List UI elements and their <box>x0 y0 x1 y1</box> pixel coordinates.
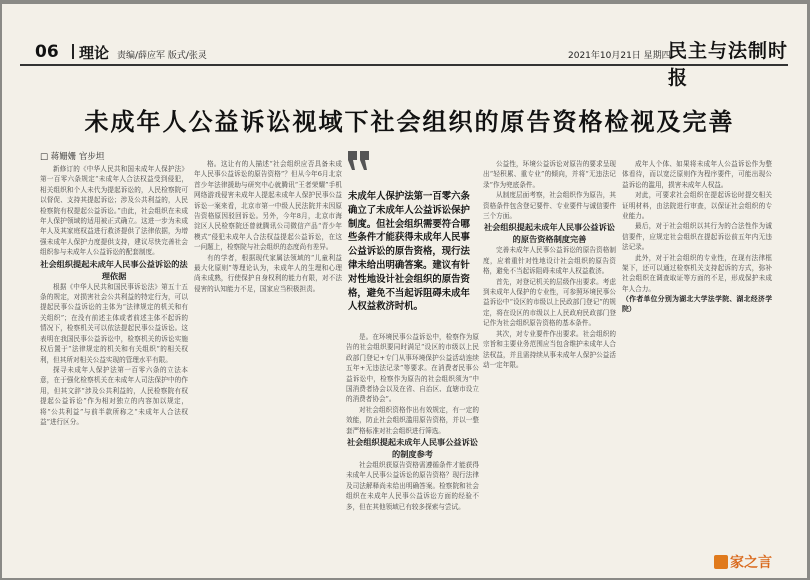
column-logo <box>714 552 772 572</box>
author-affiliation: （作者单位分别为湖北大学法学院、湖北经济学院） <box>622 295 772 314</box>
logo-mark-icon <box>714 555 728 569</box>
article-column-3 <box>346 332 479 572</box>
paragraph: 完善未成年人民事公益诉讼的原告资格制度，应着重针对性地设计社会组织的原告资格，避免不当起诉阻碍未成年人权益救济。 <box>483 246 616 276</box>
paragraph: 对社会组织资格作出有效规定，有一定的效能，防止社会组织滥用原告资格，并以一整套严格标准对社会组织进行筛选。 <box>346 405 479 435</box>
paragraph: 成年人个体、如果将未成年人公益诉讼作为整体看待，而以宽泛原则作为程序要件，可能出现公益诉讼的滥用，损害未成年人权益。 <box>622 160 772 189</box>
paragraph: 是。在环境民事公益诉讼中，检察作为原告的社会组织要同时满足“设区的市级以上民政部门登记+专门从事环境保护公益活动连续五年+无违法记录”等要求。在消费者民事公益诉讼中，检察作为原告的社会组织须为“中国消费者协会以及在省、自治区、直辖市设立的消费者协会”。 <box>346 333 479 404</box>
paragraph: 社会组织获原告资格需遵循条件才能获得未成年人民事公益诉讼的原告资格？现行法律及司法解释尚未给出明确答案。检察院和社会组织在未成年人民事公益诉讼方面的经验不多，但在其他领域已有较多探索与尝试。 <box>346 461 479 511</box>
paragraph: 探寻未成年人保护法第一百零六条的立法本意，在于强化检察机关在未成年人司法保护中的作用，但其文辞“涉及公共利益的，人民检察院有权提起公益诉讼”作为相对独立的内容加以规定，将“公共利益”与前半款所称之“未成年人合法权益”进行区分。 <box>40 365 188 426</box>
paragraph: 格。这让有的人描述“社会组织应否具备未成年人民事公益诉讼的原告资格”？但从今年6月北京首少年法律援助与研究中心就腾讯“王者荣耀”手机网络游戏侵害未成年人提起未成年人保护民事公益诉讼一案来看，北京市第一中级人民法院并未因原告资格原因驳回诉讼。另外，今年8月，北京市海淀区人民检察院还曾就腾讯公司微信产品“青少年模式”侵犯未成年人合法权益提起公益诉讼，在这一问题上，检察院与社会组织的态度尚有差异。 <box>194 160 342 252</box>
article-headline: 未成年人公益诉讼视域下社会组织的原告资格检视及完善 <box>84 107 735 136</box>
paragraph: 根据《中华人民共和国民事诉讼法》第五十五条的规定，对损害社会公共利益的特定行为，可以提起民事公益诉讼的主体为“法律规定的机关和有关组织”；在没有前述主体或者前述主体不起诉的情况下，检察机关可以依法提起民事公益诉讼。这表明在我国民事公益诉讼中，检察机关的诉讼实施权后置于“法律规定的机关和有关组织”的相关权利，但其所对相关公益实现的管理水平有限。 <box>40 282 188 364</box>
paragraph: 其次，对专业要件作出要求。社会组织的宗旨和主要业务范围应当包含维护未成年人合法权益，并且需持续从事未成年人保护公益活动一定年限。 <box>483 329 616 369</box>
paragraph: 从制度层面考察，社会组织作为原告，其资格条件包含登记要件、专业要件与诚信要件三个方面。 <box>483 191 616 221</box>
newspaper-brand: 民主与法制时报 <box>668 40 789 89</box>
article-column-2 <box>194 159 342 424</box>
pull-quote: 未成年人保护法第一百零六条确立了未成年人公益诉讼保护制度。但社会组织需要符合哪些条件才能获得未成年人民事公益诉讼的原告资格，现行法律未给出明确答案。建议有针对性地设计社会组织的原告资格，避免不当起诉阻碍未成年人权益救济时机。 <box>348 191 470 313</box>
section-name: 理论 <box>79 44 110 62</box>
subheading-2: 社会组织提起未成年人民事公益诉讼的制度参考 <box>346 437 478 460</box>
logo-text: 家之言 <box>730 555 772 571</box>
article-byline: □ 蒋姗姗 官步坦 <box>40 152 105 162</box>
paragraph: 新修订的《中华人民共和国未成年人保护法》第一百零六条规定“未成年人合法权益受到侵犯，相关组织和个人未代为提起诉讼的，人民检察院可以督促、支持其提起诉讼；涉及公共利益的，人民检察院有权提起公益诉讼。”由此，社会组织在未成年人保护领域的适用被正式确立。这进一步为未成年人及其家庭权益进行救济提供了法律依据，为增强未成年人保护力度提供支持，建议尽快完善社会组织参与未成年人公益诉讼的配套制度。 <box>40 165 188 257</box>
subheading-3: 社会组织提起未成年人民事公益诉讼的原告资格制度完善 <box>483 222 615 245</box>
newspaper-page <box>2 4 807 578</box>
issue-date: 2021年10月21日 星期四 <box>568 51 671 61</box>
header-divider <box>72 44 74 59</box>
paragraph: 此外，对于社会组织的专业性，在现有法律框架下，还可以通过检察机关支持起诉的方式，弥补社会组织在调查取证等方面的不足，形成保护未成年人合力。 <box>622 253 772 293</box>
paragraph: 首先，对登记机关的层级作出要求。考虑到未成年人保护的专业性，可参照环境民事公益诉讼中“设区的市级以上民政部门登记”的规定，将在设区的市级以上人民政府民政部门登记作为社会组织原告资格的基本条件。 <box>483 277 616 328</box>
paragraph: 最后，对于社会组织以其行为的合法性作为诚信要件，应规定社会组织在提起诉讼前五年内无违法记录。 <box>622 222 772 252</box>
paragraph: 对此，可要求社会组织在提起诉讼时提交相关证明材料，由法院进行审查，以保证社会组织的专业能力。 <box>622 191 772 221</box>
paragraph: 公益性，环境公益诉讼对原告的要求呈现出“轻积累、重专业”的倾向，并将“无违法记录”作为兜底条件。 <box>483 160 616 189</box>
quote-mark-icon <box>346 148 372 174</box>
page-header <box>2 4 807 89</box>
subheading-1: 社会组织提起未成年人民事公益诉讼的法理依据 <box>40 258 188 281</box>
page-number: 06 <box>35 42 59 62</box>
editors-credit: 责编/薛应军 版式/张灵 <box>117 51 207 61</box>
header-rule <box>20 64 788 66</box>
article-column-4 <box>483 159 616 559</box>
article-column-1 <box>40 164 188 574</box>
article-column-5 <box>622 159 772 539</box>
paragraph: 有的学者，根据现代家属法领域的“儿童利益最大化原则”等理论认为，未成年人的生理和心理尚未成熟，行使保护自身权利的能力有限，对不法侵害的认知能力不足，国家应当积极担责。 <box>194 253 342 293</box>
